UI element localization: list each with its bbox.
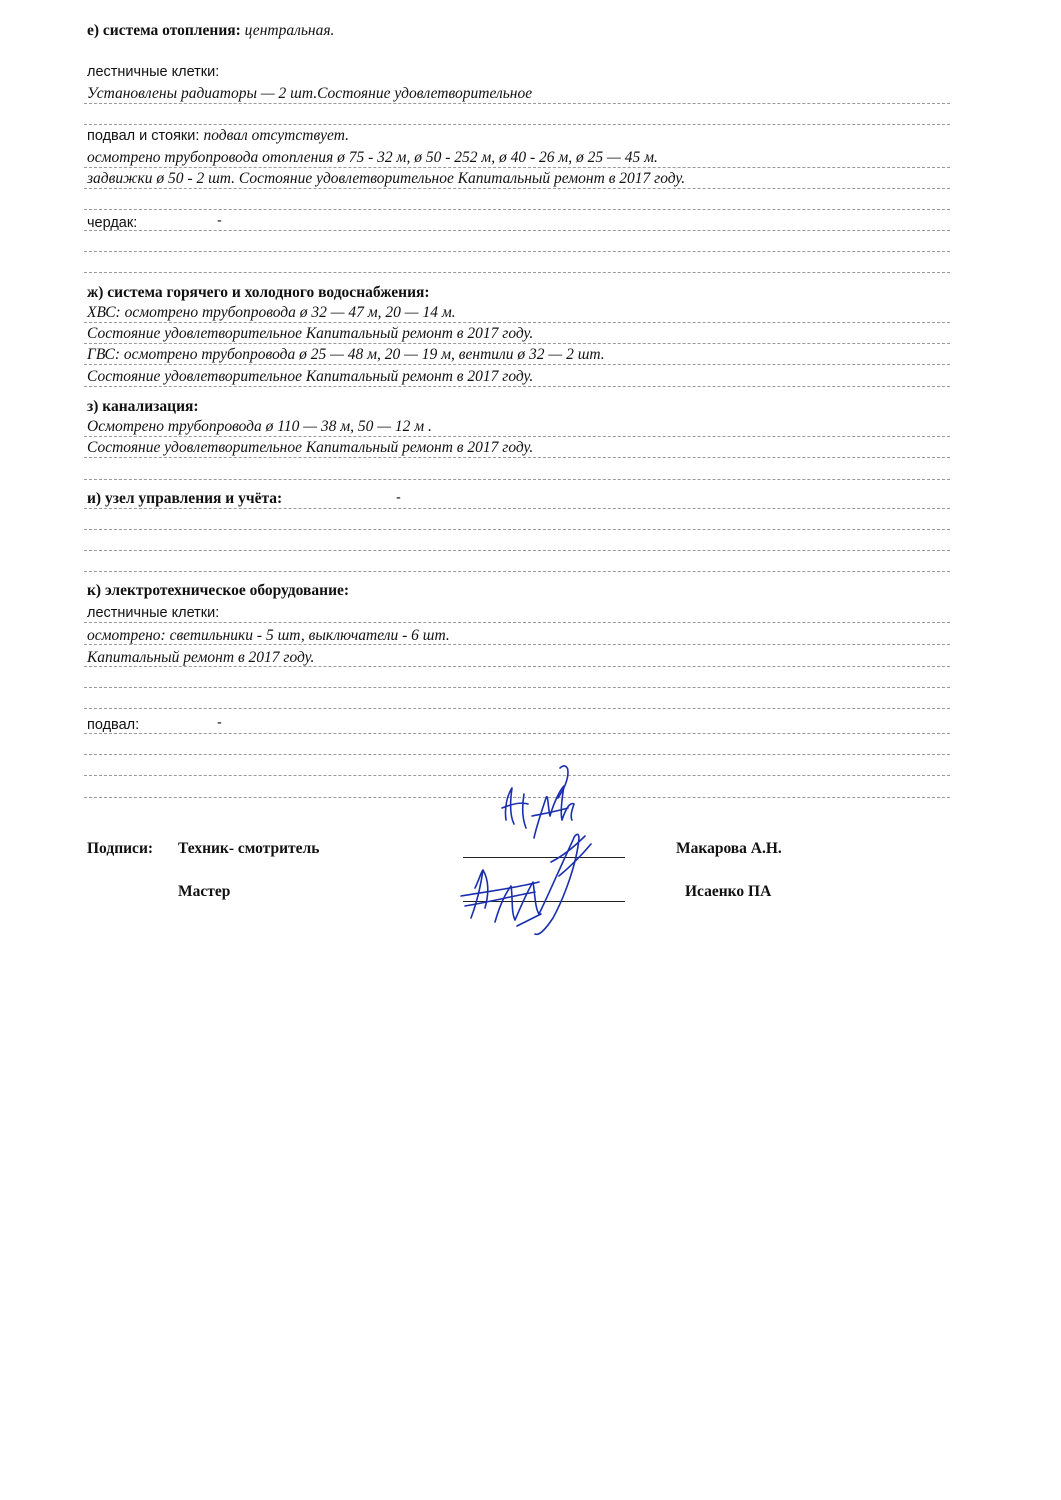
rule xyxy=(84,167,950,168)
rule xyxy=(84,103,950,104)
sewage-heading: з) канализация: xyxy=(87,398,199,415)
signature-name-makarova: Макарова А.Н. xyxy=(676,840,782,857)
signature-role-master: Мастер xyxy=(178,883,231,900)
heating-pipes-text: осмотрено трубопровода отопления ø 75 - 32 м, ø 50 - 252 м, ø 40 - 26 м, ø 25 — 45 м. xyxy=(87,149,658,166)
signature-role-technician: Техник- смотритель xyxy=(178,840,320,857)
electrical-basement-label: подвал: xyxy=(87,717,140,733)
sewage-text: Осмотрено трубопровода ø 110 — 38 м, 50 — 12 м . xyxy=(87,418,432,435)
water-hot-state: Состояние удовлетворительное Капитальный ремонт в 2017 году. xyxy=(87,368,534,385)
rule xyxy=(84,733,950,734)
heating-valves-text: задвижки ø 50 - 2 шт. Состояние удовлетворительное Капитальный ремонт в 2017 году. xyxy=(87,170,686,187)
heading-text: е) система отопления: xyxy=(87,22,241,39)
control-value: - xyxy=(396,490,401,506)
rule xyxy=(84,188,950,189)
heating-heading xyxy=(87,22,334,40)
electrical-stair-text: осмотрено: светильники - 5 шт, выключатели - 6 шт. xyxy=(87,627,450,644)
rule xyxy=(84,687,950,688)
rule xyxy=(84,529,950,530)
rule xyxy=(84,343,950,344)
electrical-stair-label: лестничные клетки: xyxy=(87,605,220,621)
rule xyxy=(84,479,950,480)
water-cold-text: ХВС: осмотрено трубопровода ø 32 — 47 м, 20 — 14 м. xyxy=(87,304,456,321)
water-hot-text: ГВС: осмотрено трубопровода ø 25 — 48 м, 20 — 19 м, вентили ø 32 — 2 шт. xyxy=(87,346,605,363)
rule xyxy=(84,508,950,509)
rule xyxy=(84,644,950,645)
signatures-label: Подписи: xyxy=(87,840,154,857)
label-text: подвал и стояки: xyxy=(87,128,200,144)
rule xyxy=(84,364,950,365)
water-heading: ж) система горячего и холодного водоснабжения: xyxy=(87,284,430,301)
rule xyxy=(84,124,950,125)
sewage-state: Состояние удовлетворительное Капитальный ремонт в 2017 году. xyxy=(87,439,534,456)
rule xyxy=(84,457,950,458)
water-cold-state: Состояние удовлетворительное Капитальный ремонт в 2017 году. xyxy=(87,325,534,342)
rule xyxy=(84,571,950,572)
rule xyxy=(84,322,950,323)
rule xyxy=(84,622,950,623)
heating-stair-text: Установлены радиаторы — 2 шт.Состояние удовлетворительное xyxy=(87,85,533,102)
rule xyxy=(84,230,950,231)
heating-stair-label: лестничные клетки: xyxy=(87,64,220,80)
electrical-heading: к) электротехническое оборудование: xyxy=(87,582,350,599)
electrical-stair-repair: Капитальный ремонт в 2017 году. xyxy=(87,649,315,666)
rule xyxy=(84,550,950,551)
heating-basement-label xyxy=(87,127,349,145)
rule xyxy=(84,272,950,273)
signature-name-isaenko: Исаенко ПА xyxy=(685,883,772,900)
control-heading: и) узел управления и учёта: xyxy=(87,490,283,507)
rule xyxy=(84,666,950,667)
rule xyxy=(84,754,950,755)
heating-value: центральная. xyxy=(244,22,335,39)
rule xyxy=(84,436,950,437)
rule xyxy=(84,386,950,387)
rule xyxy=(84,251,950,252)
heating-basement-value: подвал отсутствует. xyxy=(203,127,349,144)
rule xyxy=(84,708,950,709)
electrical-basement-value: - xyxy=(217,715,222,731)
heating-attic-value: - xyxy=(217,213,222,229)
rule xyxy=(84,209,950,210)
heating-attic-label: чердак: xyxy=(87,215,138,231)
handwritten-signature-master xyxy=(455,822,605,942)
